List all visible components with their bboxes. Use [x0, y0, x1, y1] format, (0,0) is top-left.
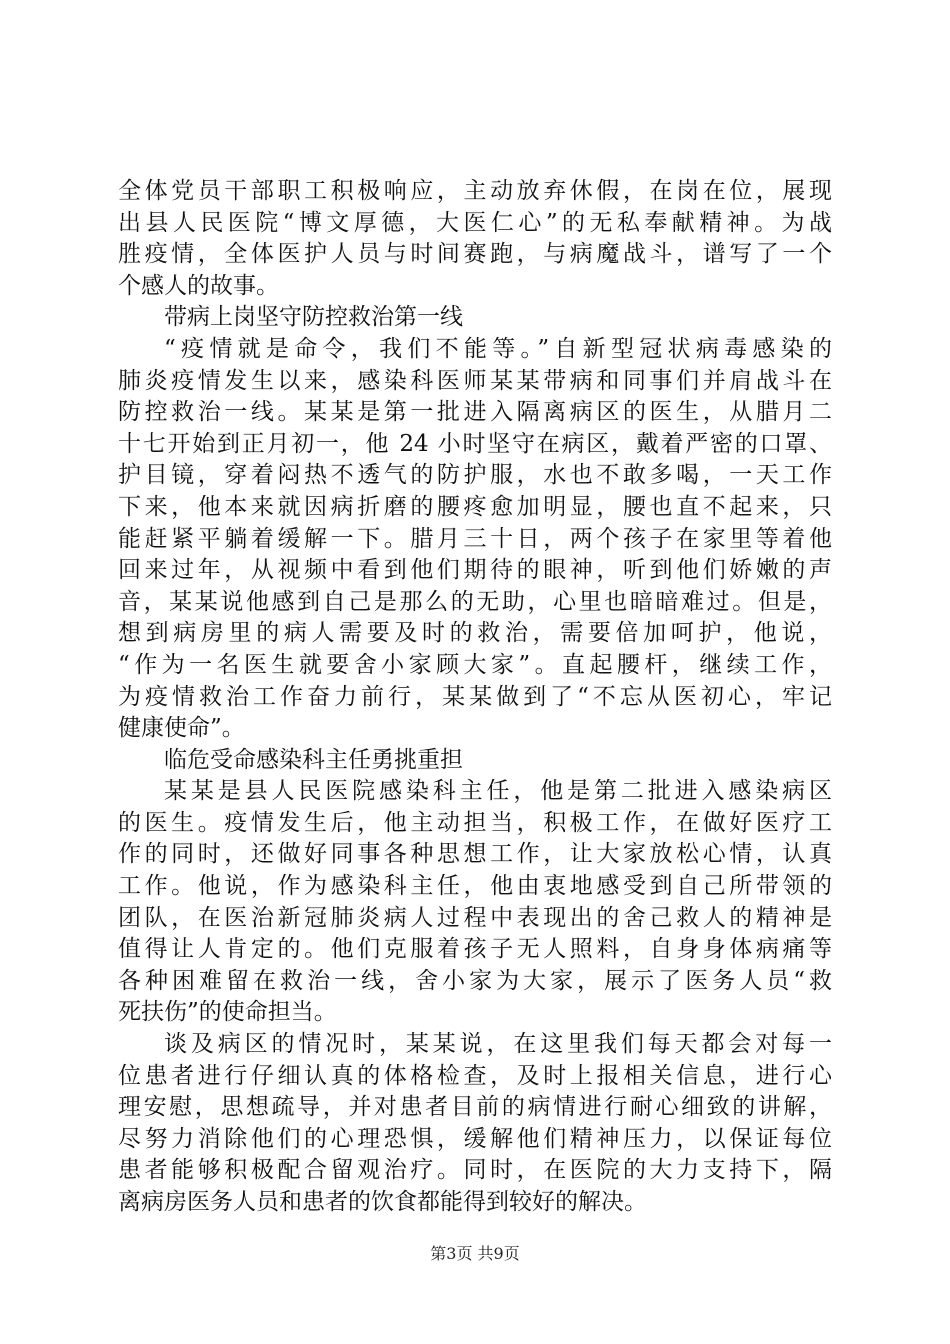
text-line: 护目镜，穿着闷热不透气的防护服，水也不敢多喝，一天工作 [118, 462, 832, 489]
text-line: 出县人民医院“博文厚德，大医仁心”的无私奉献精神。为战 [118, 209, 832, 236]
text-line: 全体党员干部职工积极响应，主动放弃休假，在岗在位，展现 [118, 178, 832, 204]
text-line: 死扶伤”的使命担当。 [118, 999, 337, 1026]
text-line: 胜疫情，全体医护人员与时间赛跑，与病魔战斗，谱写了一个 [118, 241, 832, 268]
paragraph-first-line: 带病上岗坚守防控救治第一线 [164, 304, 463, 331]
page-footer: 第3页 共9页 [430, 1244, 520, 1263]
text-line: 作的同时，还做好同事各种思想工作，让大家放松心情，认真 [118, 841, 832, 868]
text-line: 想到病房里的病人需要及时的救治，需要倍加呵护，他说， [118, 620, 832, 647]
text-line: “作为一名医生就要舍小家顾大家”。直起腰杆，继续工作， [118, 651, 832, 678]
text-line: 理安慰，思想疏导，并对患者目前的病情进行耐心细致的讲解， [118, 1094, 832, 1121]
text-line: 离病房医务人员和患者的饮食都能得到较好的解决。 [118, 1189, 647, 1215]
text-line: 团队，在医治新冠肺炎病人过程中表现出的舍己救人的精神是 [118, 904, 832, 931]
text-line: 肺炎疫情发生以来，感染科医师某某带病和同事们并肩战斗在 [118, 367, 832, 394]
text-line: 音，某某说他感到自己是那么的无助，心里也暗暗难过。但是， [118, 588, 832, 615]
text-line: 患者能够积极配合留观治疗。同时，在医院的大力支持下，隔 [118, 1157, 832, 1184]
text-line: 回来过年，从视频中看到他们期待的眼神，听到他们娇嫩的声 [118, 557, 832, 584]
text-line: 值得让人肯定的。他们克服着孩子无人照料，自身身体病痛等 [118, 936, 832, 963]
text-line: 能赶紧平躺着缓解一下。腊月三十日，两个孩子在家里等着他 [118, 525, 832, 552]
text-line: 防控救治一线。某某是第一批进入隔离病区的医生，从腊月二 [118, 399, 832, 426]
paragraph-first-line: “疫情就是命令，我们不能等。”自新型冠状病毒感染的 [164, 335, 832, 362]
document-body [118, 176, 832, 1219]
text-line: 健康使命”。 [118, 715, 245, 742]
text-line: 的医生。疫情发生后，他主动担当，积极工作，在做好医疗工 [118, 809, 832, 836]
paragraph-first-line: 临危受命感染科主任勇挑重担 [164, 746, 463, 773]
text-line: 位患者进行仔细认真的体格检查，及时上报相关信息，进行心 [118, 1062, 832, 1089]
text-line: 十七开始到正月初一，他 24 小时坚守在病区，戴着严密的口罩、 [118, 430, 832, 457]
text-line: 各种困难留在救治一线，舍小家为大家，展示了医务人员“救 [118, 967, 832, 994]
text-line: 下来，他本来就因病折磨的腰疼愈加明显，腰也直不起来，只 [118, 493, 832, 520]
paragraph-first-line: 某某是县人民医院感染科主任，他是第二批进入感染病区 [164, 778, 832, 805]
text-line: 个感人的故事。 [118, 272, 279, 299]
text-line: 为疫情救治工作奋力前行，某某做到了“不忘从医初心，牢记 [118, 683, 832, 710]
text-line: 尽努力消除他们的心理恐惧，缓解他们精神压力，以保证每位 [118, 1125, 832, 1152]
text-line: 工作。他说，作为感染科主任，他由衷地感受到自己所带领的 [118, 873, 832, 900]
paragraph-first-line: 谈及病区的情况时，某某说，在这里我们每天都会对每一 [164, 1031, 832, 1058]
